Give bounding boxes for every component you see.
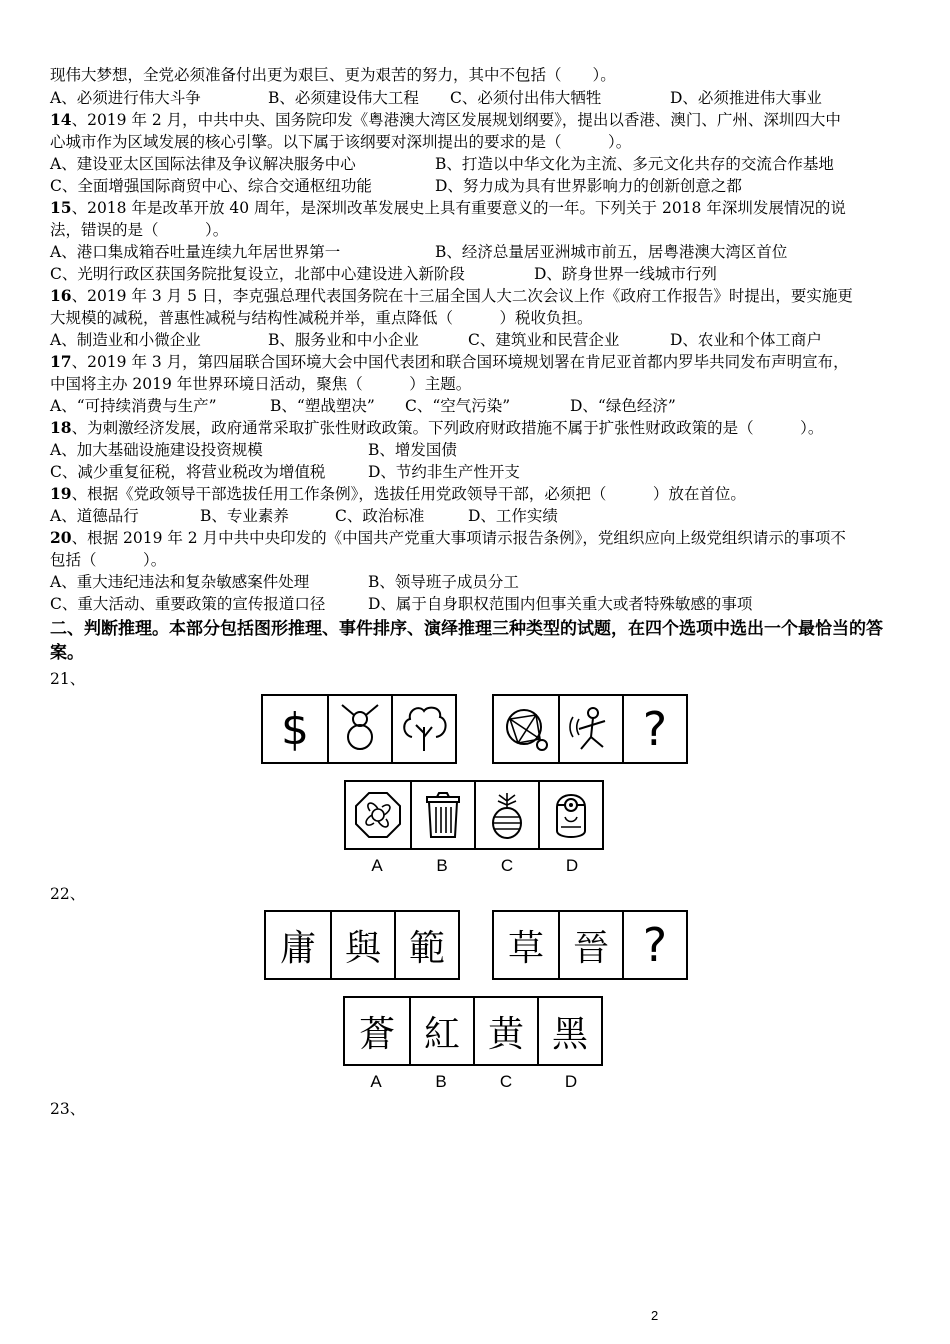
q21-globe-cell <box>494 696 558 762</box>
q20-option-b: B、领导班子成员分工 <box>368 573 519 591</box>
q18-options-1 <box>50 439 900 461</box>
q21-option-d-figure <box>538 782 602 848</box>
q20-option-c: C、重大活动、重要政策的宣传报道口径 <box>50 595 326 613</box>
seal-character: 黑 <box>551 1013 588 1055</box>
q15-options-1 <box>50 241 900 263</box>
seal-character: 庸 <box>279 927 316 969</box>
q21-figure-group-2 <box>492 694 688 764</box>
tree-icon <box>398 703 450 755</box>
dollar-icon: $ <box>281 703 309 755</box>
section-2-heading: 二、判断推理。本部分包括图形推理、事件排序、演绎推理三种类型的试题，在四个选项中选出一个最恰当的答案。 <box>50 619 883 663</box>
seal-character: 紅 <box>423 1013 460 1055</box>
q17-stem-2: 中国将主办 2019 年世界环境日活动，聚焦（ ）主题。 <box>50 375 472 393</box>
seal-character: 晉 <box>572 927 609 969</box>
q18-stem-1: 18、为刺激经济发展，政府通常采取扩张性财政政策。下列政府财政措施不属于扩张性财政政策的是（ ）。 <box>50 418 824 437</box>
q14-option-a: A、建设亚太区国际法律及争议解决服务中心 <box>50 155 356 173</box>
q19-option-c: C、政治标准 <box>335 507 425 525</box>
q17-options <box>50 395 900 417</box>
q21-option-c-figure <box>474 782 538 848</box>
q15-option-d: D、跻身世界一线城市行列 <box>534 265 717 283</box>
q14-option-d: D、努力成为具有世界影响力的创新创意之都 <box>435 177 742 195</box>
q18-option-d: D、节约非生产性开支 <box>368 463 520 481</box>
q14-option-c: C、全面增强国际商贸中心、综合交通枢纽功能 <box>50 177 372 195</box>
q22-option-a-figure <box>345 998 409 1064</box>
q16-option-a: A、制造业和小微企业 <box>50 331 201 349</box>
q14-stem-2: 心城市作为区域发展的核心引擎。以下属于该纲要对深圳提出的要求的是（ ）。 <box>50 133 632 151</box>
q22-label-c: C <box>499 1072 513 1091</box>
q16-option-b: B、服务业和中小企业 <box>268 331 419 349</box>
q22-number: 22、 <box>50 885 86 903</box>
seal-character: 草 <box>507 927 544 969</box>
q13-option-b: B、必须建设伟大工程 <box>268 89 419 107</box>
q14-options-1 <box>50 153 900 175</box>
q22-char-cell-5 <box>558 912 622 978</box>
seal-character: 範 <box>408 927 445 969</box>
q21-options-row <box>344 780 604 850</box>
question-mark: ? <box>642 702 668 756</box>
q14-options-2 <box>50 175 900 197</box>
q22-label-a: A <box>370 1072 382 1091</box>
q19-option-b: B、专业素养 <box>200 507 289 525</box>
q21-dollar-cell <box>263 696 327 762</box>
q15-stem-2: 法，错误的是（ ）。 <box>50 221 229 239</box>
q16-options <box>50 329 900 351</box>
q18-option-a: A、加大基础设施建设投资规模 <box>50 441 263 459</box>
octagon-icon <box>352 789 404 841</box>
seal-character: 黄 <box>487 1013 524 1055</box>
q17-option-d: D、“绿色经济” <box>570 397 676 415</box>
stick-figure-icon <box>565 703 617 755</box>
q22-figure-group-2 <box>492 910 688 980</box>
q20-option-d: D、属于自身职权范围内但事关重大或者特殊敏感的事项 <box>368 595 753 613</box>
q19-options <box>50 505 900 527</box>
q21-label-b: B <box>436 856 448 875</box>
q15-options-2 <box>50 263 900 285</box>
minion-icon <box>545 789 597 841</box>
q18-options-2 <box>50 461 900 483</box>
q22-option-b-figure <box>409 998 473 1064</box>
q15-option-a: A、港口集成箱吞吐量连续九年居世界第一 <box>50 243 341 261</box>
q16-stem-1: 16、2019 年 3 月 5 日，李克强总理代表国务院在十三届全国人大二次会议上作《政府工作报告》时提出，要实施更 <box>50 286 853 305</box>
q22-char-cell-3 <box>394 912 458 978</box>
q19-stem-1: 19、根据《党政领导干部选拔任用工作条例》，选拔任用党政领导干部，必须把（ ）放在首位。 <box>50 484 746 503</box>
q15-option-c: C、光明行政区获国务院批复设立，北部中心建设进入新阶段 <box>50 265 465 283</box>
trash-can-icon <box>417 789 469 841</box>
q22-option-d-figure <box>537 998 601 1064</box>
q20-options-2 <box>50 593 900 615</box>
q20-stem-2: 包括（ ）。 <box>50 551 167 569</box>
q16-option-c: C、建筑业和民营企业 <box>468 331 620 349</box>
q14-option-b: B、打造以中华文化为主流、多元文化共存的交流合作基地 <box>435 155 834 173</box>
q21-figure-group-1 <box>261 694 457 764</box>
q22-option-c-figure <box>473 998 537 1064</box>
q21-question-cell <box>622 696 686 762</box>
q17-option-b: B、“塑战塑决” <box>270 397 375 415</box>
question-mark: ? <box>642 918 668 972</box>
q13-option-d: D、必须推进伟大事业 <box>670 89 822 107</box>
q21-option-b-figure <box>410 782 474 848</box>
q22-options-row <box>343 996 603 1066</box>
q21-tree-cell <box>391 696 455 762</box>
q15-option-b: B、经济总量居亚洲城市前五，居粤港澳大湾区首位 <box>435 243 788 261</box>
q17-option-c: C、“空气污染” <box>405 397 511 415</box>
q21-option-a-figure <box>346 782 410 848</box>
q20-option-a: A、重大违纪违法和复杂敏感案件处理 <box>50 573 310 591</box>
q16-stem-2: 大规模的减税，普惠性减税与结构性减税并举，重点降低（ ）税收负担。 <box>50 309 593 327</box>
q18-option-b: B、增发国债 <box>368 441 457 459</box>
q16-option-d: D、农业和个体工商户 <box>670 331 822 349</box>
q15-stem-1: 15、2018 年是改革开放 40 周年，是深圳改革发展史上具有重要意义的一年。下列关于 2018 年深圳发展情况的说 <box>50 198 846 217</box>
q22-question-cell <box>622 912 686 978</box>
q22-char-cell-2 <box>330 912 394 978</box>
q14-stem-1: 14、2019 年 2 月，中共中央、国务院印发《粤港澳大湾区发展规划纲要》，提出以香港、澳门、广州、深圳四大中 <box>50 110 841 129</box>
q18-option-c: C、减少重复征税，将营业税改为增值税 <box>50 463 326 481</box>
q19-option-a: A、道德品行 <box>50 507 139 525</box>
q21-label-a: A <box>371 856 383 875</box>
q19-option-d: D、工作实绩 <box>468 507 558 525</box>
q20-options-1 <box>50 571 900 593</box>
q23-number: 23、 <box>50 1100 86 1118</box>
q22-figure-group-1 <box>264 910 460 980</box>
q21-figure-cell <box>558 696 622 762</box>
globe-icon <box>500 703 552 755</box>
q21-label-d: D <box>565 856 579 875</box>
q13-options <box>50 87 900 109</box>
seal-character: 蒼 <box>358 1013 395 1055</box>
q22-label-b: B <box>435 1072 447 1091</box>
q20-stem-1: 20、根据 2019 年 2 月中共中央印发的《中国共产党重大事项请示报告条例》，党组织应向上级党组织请示的事项不 <box>50 528 846 547</box>
q21-label-c: C <box>500 856 514 875</box>
q22-char-cell-4 <box>494 912 558 978</box>
q21-snowman-cell <box>327 696 391 762</box>
q17-stem-1: 17、2019 年 3 月，第四届联合国环境大会中国代表团和联合国环境规划署在肯尼亚首都内罗毕共同发布声明宣布， <box>50 352 849 371</box>
seal-character: 與 <box>344 927 381 969</box>
q13-option-c: C、必须付出伟大牺牲 <box>450 89 602 107</box>
page-number: 2 <box>651 1308 659 1323</box>
q13-option-a: A、必须进行伟大斗争 <box>50 89 201 107</box>
pineapple-icon <box>481 789 533 841</box>
q21-number: 21、 <box>50 670 86 688</box>
q22-char-cell-1 <box>266 912 330 978</box>
snowman-icon <box>334 703 386 755</box>
q22-label-d: D <box>564 1072 578 1091</box>
q17-option-a: A、“可持续消费与生产” <box>50 397 217 415</box>
q13-stem-cont: 现伟大梦想，全党必须准备付出更为艰巨、更为艰苦的努力，其中不包括（ ）。 <box>50 66 616 84</box>
